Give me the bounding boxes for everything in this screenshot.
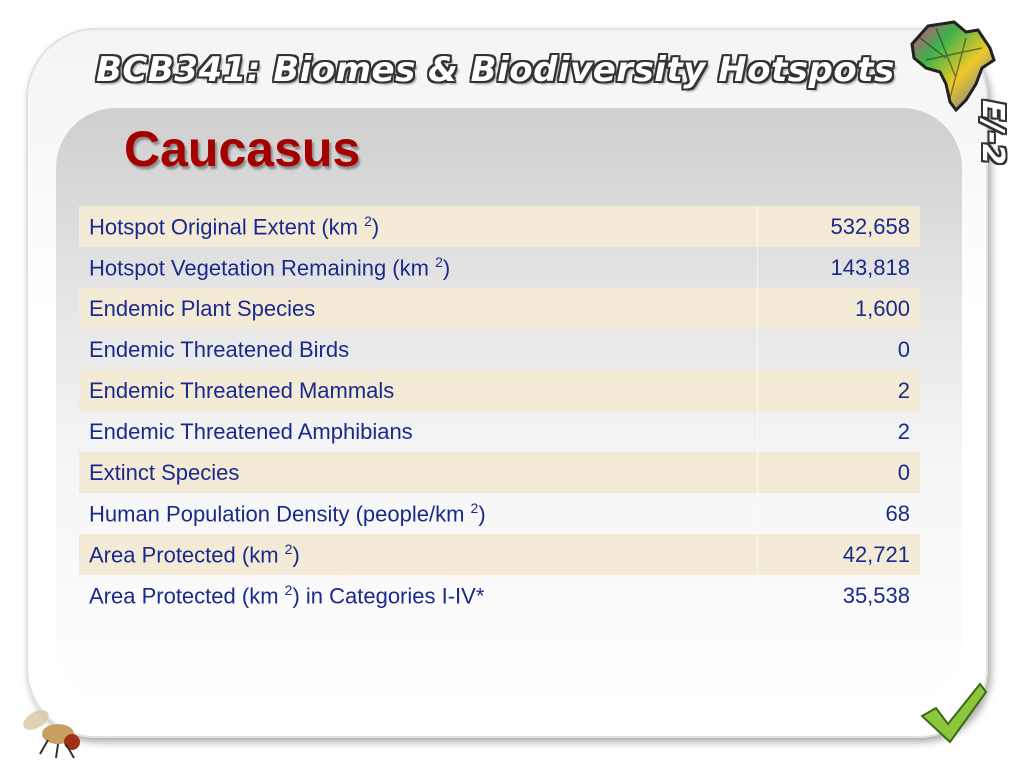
row-value: 143,818 — [757, 247, 920, 288]
row-label: Endemic Plant Species — [79, 288, 757, 329]
row-value: 42,721 — [757, 534, 920, 575]
row-value: 1,600 — [757, 288, 920, 329]
course-title: BCB341: Biomes & Biodiversity Hotspots — [96, 50, 895, 90]
table-row — [79, 575, 920, 616]
hotspot-data-table — [79, 206, 920, 616]
row-value: 2 — [757, 411, 920, 452]
row-label: Area Protected (km $^2$) — [79, 534, 757, 575]
slide-code: E/-2 — [975, 100, 1010, 165]
row-value: 532,658 — [757, 206, 920, 247]
table-row — [79, 534, 920, 575]
row-label: Hotspot Vegetation Remaining (km $^2$) — [89, 253, 451, 281]
row-value: 68 — [757, 493, 920, 534]
checkmark-icon — [918, 680, 988, 746]
table-row — [79, 493, 920, 534]
table-row — [79, 206, 920, 247]
row-value: 2 — [757, 370, 920, 411]
row-value: 0 — [757, 329, 920, 370]
row-label: Extinct Species — [79, 452, 757, 493]
table-row — [79, 411, 920, 452]
slide-title: Caucasus — [124, 121, 361, 177]
row-value: 35,538 — [757, 575, 920, 616]
table-row — [79, 288, 920, 329]
row-label: Endemic Threatened Mammals — [79, 370, 757, 411]
row-label: Human Population Density (people/km $^2$) — [89, 499, 486, 527]
fly-icon — [18, 700, 92, 760]
table-row — [79, 329, 920, 370]
table-row — [79, 370, 920, 411]
table-row — [79, 247, 920, 288]
row-label: Area Protected (km $^2$) in Categories I-IV* — [89, 581, 485, 609]
row-label: Hotspot Original Extent (km $^2$) — [79, 206, 757, 247]
table-row — [79, 452, 920, 493]
row-label: Endemic Threatened Birds — [89, 336, 350, 362]
row-value: 0 — [757, 452, 920, 493]
row-label: Endemic Threatened Amphibians — [89, 418, 413, 444]
